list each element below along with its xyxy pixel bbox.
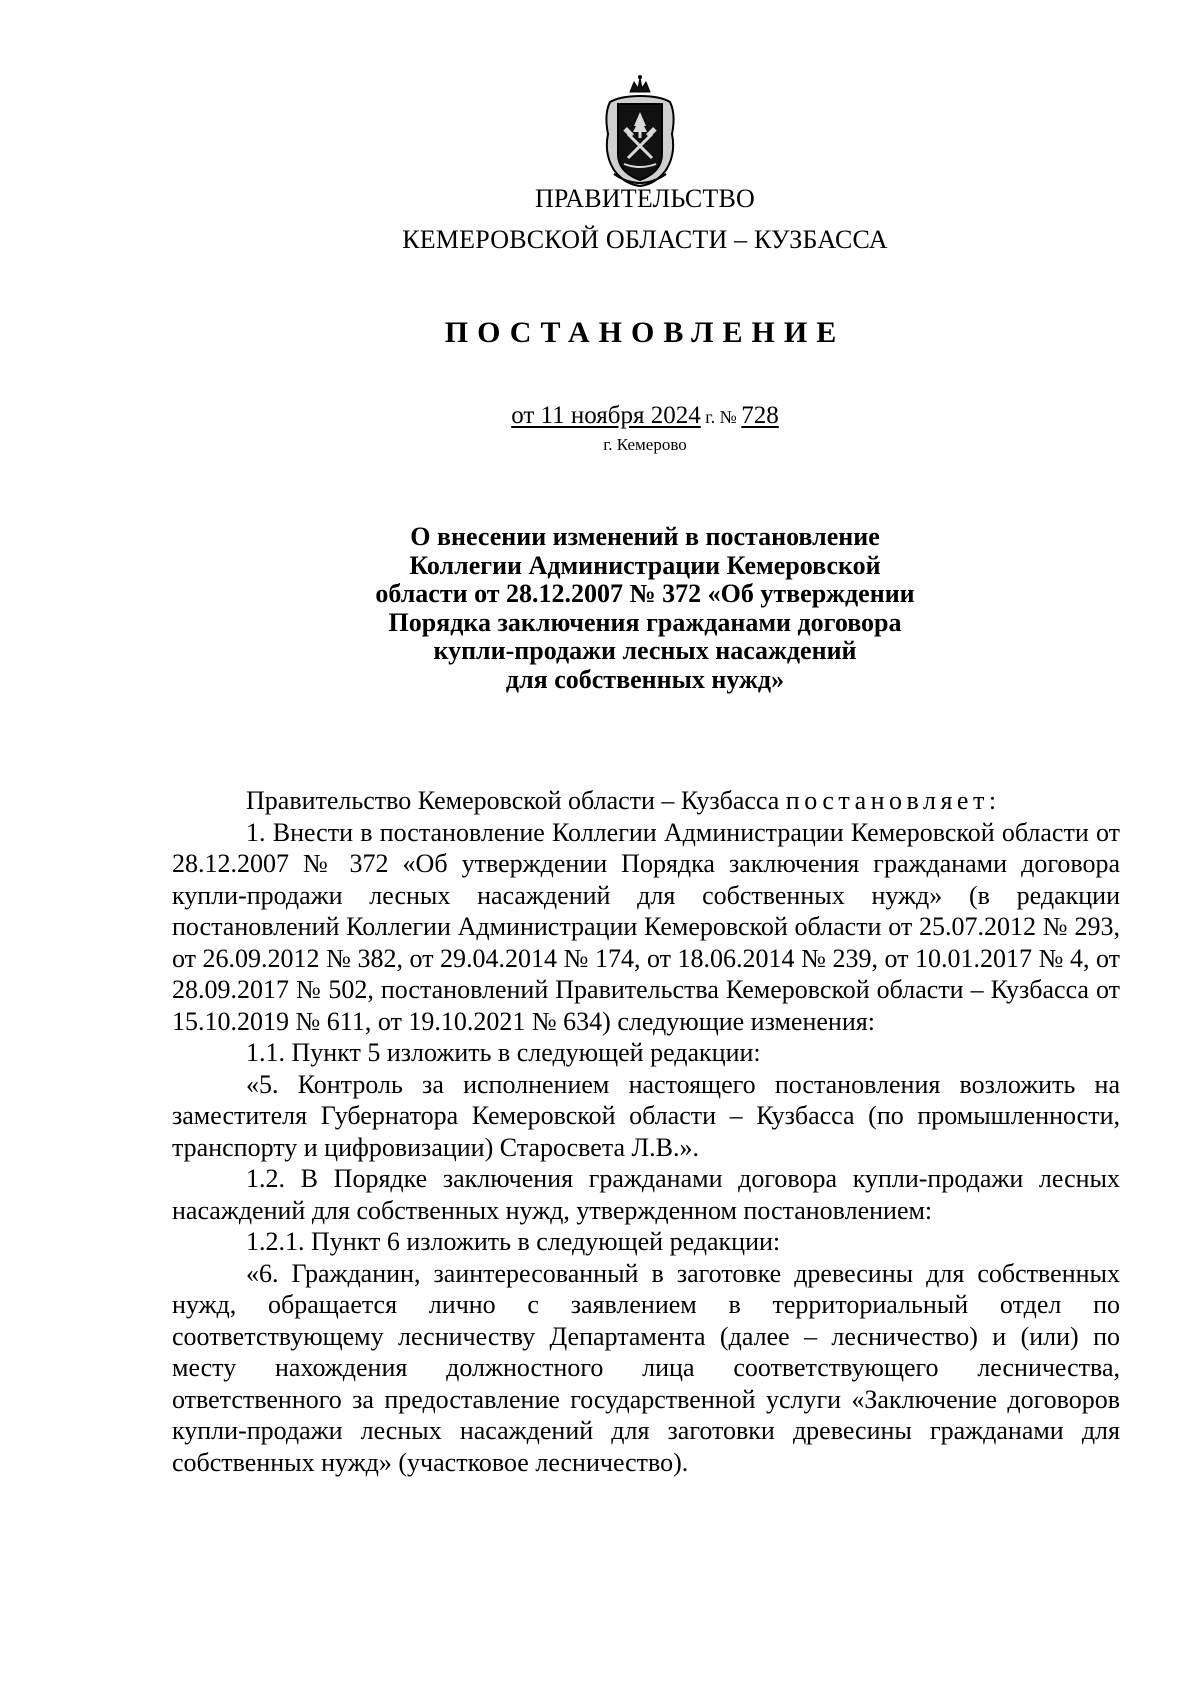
- document-title: [290, 523, 1000, 694]
- document-number: 728: [741, 402, 779, 429]
- preamble-paragraph: Правительство Кемеровской области – Кузбасса постановляет:: [246, 786, 997, 815]
- document-body: [172, 785, 1120, 1478]
- number-sign: №: [715, 407, 742, 427]
- title-line: для собственных нужд»: [505, 664, 785, 694]
- paragraph-1-2-1-text: «6. Гражданин, заинтересованный в заготовке древесины для собственных нужд, обращается лично с заявлением в территориальный отдел по соответствующему лесничеству Департамента (далее – лесничество) и (или) по месту нахождения должностного лица соответствующего лесничества, ответственного за предоставление государственной услуги «Заключение договоров купли-продажи лесных насаждений для заготовки древесины гражданами для собственных нужд» (участковое лесничество).: [172, 1258, 1120, 1477]
- document-type-heading: ПОСТАНОВЛЕНИЕ: [444, 316, 846, 349]
- date-field: от 11 ноября 2024: [511, 402, 701, 429]
- title-line: купли-продажи лесных насаждений: [433, 636, 857, 665]
- document-date-number: [0, 402, 1200, 430]
- title-line: О внесении изменений в постановление: [410, 522, 880, 551]
- title-line: области от 28.12.2007 № 372 «Об утверждении: [375, 579, 915, 608]
- paragraph-1-2: 1.2. В Порядке заключения гражданами договора купли-продажи лесных насаждений для собственных нужд, утвержденном постановлением:: [172, 1164, 1120, 1225]
- resolves-word: постановляет: [785, 786, 989, 815]
- paragraph-1-1-text: «5. Контроль за исполнением настоящего постановления возложить на заместителя Губернатора Кемеровской области – Кузбасса (по промышленности, транспорту и цифровизации) Старосвета Л.В.».: [172, 1069, 1120, 1162]
- title-line: Коллегии Администрации Кемеровской: [409, 550, 881, 580]
- government-name-line-1: ПРАВИТЕЛЬСТВО: [534, 184, 756, 213]
- paragraph-1: 1. Внести в постановление Коллегии Администрации Кемеровской области от 28.12.2007 № 372 «Об утверждении Порядка заключения гражданами договора купли-продажи лесных насаждений для собственных нужд» (в редакции постановлений Коллегии Администрации Кемеровской области от 25.07.2012 № 293, от 26.09.2012 № 382, от 29.04.2014 № 174, от 18.06.2014 № 239, от 10.01.2017 № 4, от 28.09.2017 № 502, постановлений Правительства Кемеровской области – Кузбасса от 15.10.2019 № 611, от 19.10.2021 № 634) следующие изменения:: [172, 817, 1120, 1036]
- coat-of-arms-emblem: [600, 74, 680, 190]
- government-name-line-2: КЕМЕРОВСКОЙ ОБЛАСТИ – КУЗБАССА: [402, 225, 888, 254]
- paragraph-1-1: 1.1. Пункт 5 изложить в следующей редакции:: [246, 1038, 761, 1067]
- title-line: Порядка заключения гражданами договора: [388, 607, 902, 637]
- city-name: г. Кемерово: [603, 435, 687, 454]
- paragraph-1-2-1: 1.2.1. Пункт 6 изложить в следующей редакции:: [246, 1227, 781, 1256]
- year-suffix: г.: [700, 407, 716, 427]
